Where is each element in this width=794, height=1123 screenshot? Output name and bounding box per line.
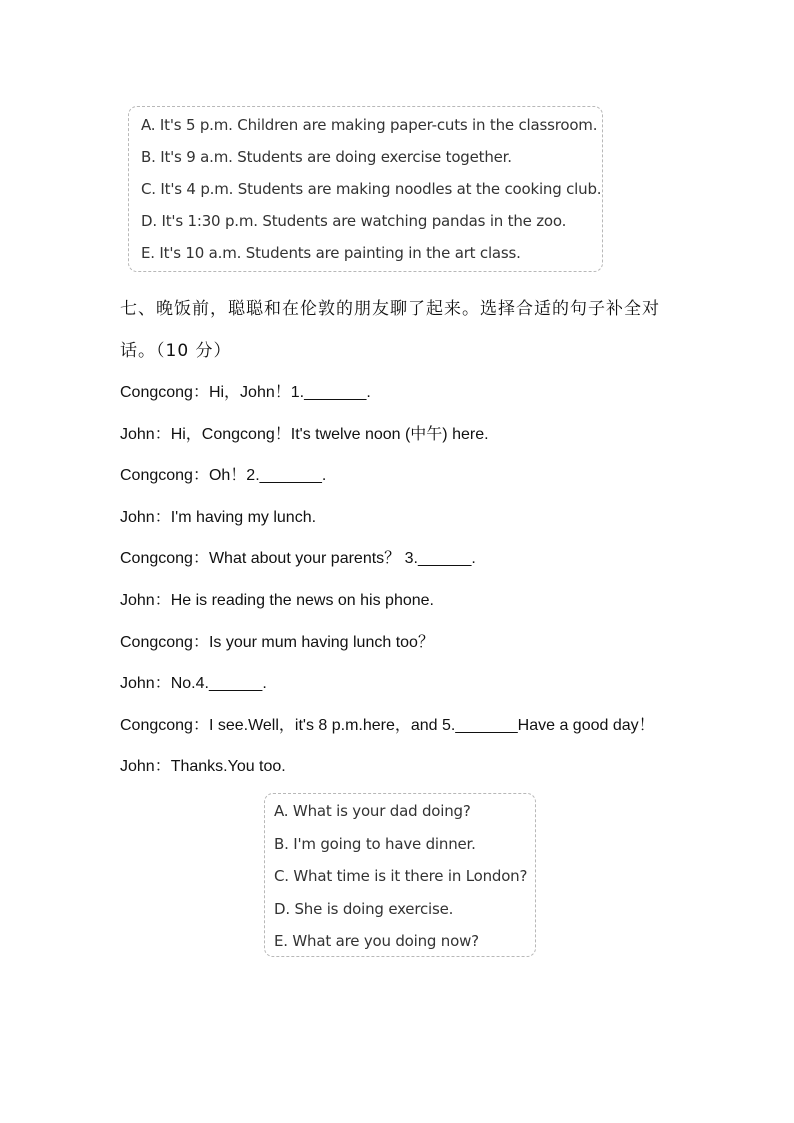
option-a: A. It's 5 p.m. Children are making paper-cuts in the classroom. xyxy=(141,116,598,134)
dialogue-line: John：He is reading the news on his phone. xyxy=(120,592,434,609)
dialogue-line: John：No.4.______. xyxy=(120,675,267,692)
dialogue-line: John：Thanks.You too. xyxy=(120,758,286,775)
option-a: A. What is your dad doing? xyxy=(274,802,471,820)
option-e: E. What are you doing now? xyxy=(274,932,479,950)
option-b: B. It's 9 a.m. Students are doing exercise together. xyxy=(141,148,512,166)
options-box-bottom xyxy=(264,793,536,957)
section-heading-line1: 七、晚饭前，聪聪和在伦敦的朋友聊了起来。选择合适的句子补全对 xyxy=(120,299,660,319)
dialogue-line: Congcong：Hi，John！1._______. xyxy=(120,384,371,401)
section-heading-line2: 话。（10 分） xyxy=(120,341,232,361)
option-c: C. It's 4 p.m. Students are making noodles at the cooking club. xyxy=(141,180,602,198)
options-box-top xyxy=(128,106,603,272)
option-e: E. It's 10 a.m. Students are painting in the art class. xyxy=(141,244,521,262)
option-c: C. What time is it there in London? xyxy=(274,867,528,885)
option-d: D. It's 1:30 p.m. Students are watching pandas in the zoo. xyxy=(141,212,567,230)
dialogue-line: Congcong：What about your parents？ 3.______. xyxy=(120,550,476,567)
dialogue-line: Congcong：I see.Well，it's 8 p.m.here，and 5._______Have a good day！ xyxy=(120,717,655,734)
dialogue-line: John：I'm having my lunch. xyxy=(120,509,317,526)
option-b: B. I'm going to have dinner. xyxy=(274,835,476,853)
dialogue-line: Congcong：Is your mum having lunch too？ xyxy=(120,634,434,651)
dialogue-line: Congcong：Oh！2._______. xyxy=(120,467,327,484)
dialogue-line: John：Hi，Congcong！It's twelve noon (中午) here. xyxy=(120,426,489,443)
option-d: D. She is doing exercise. xyxy=(274,900,454,918)
